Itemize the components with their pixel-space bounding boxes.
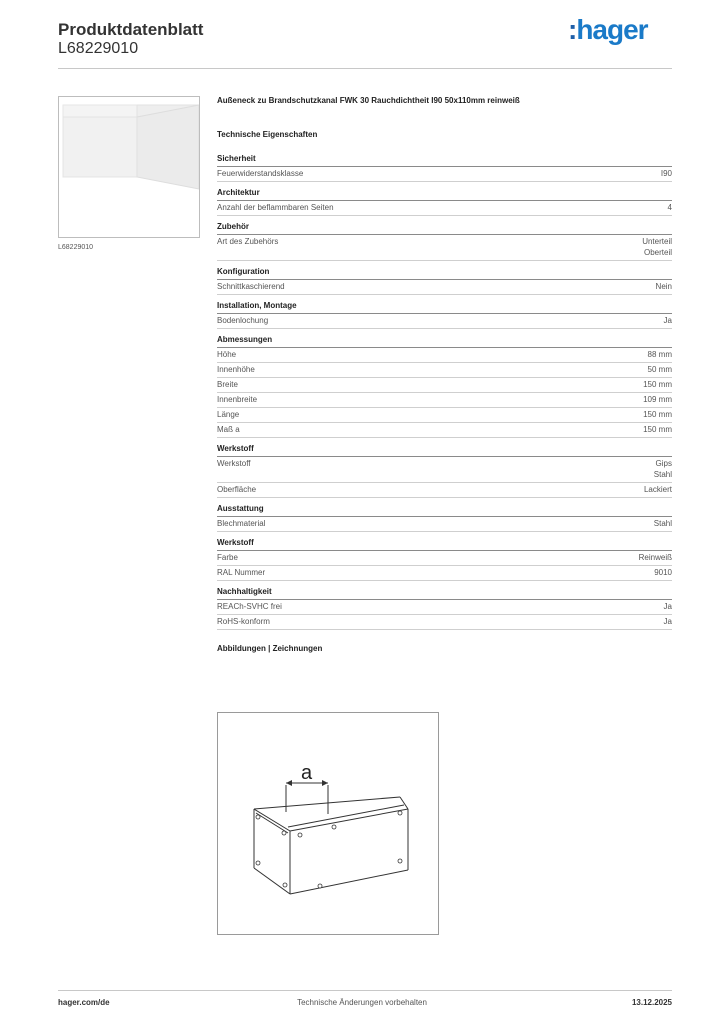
property-values [644,484,672,495]
property-value: Nein [655,282,672,291]
section-title: Werkstoff [217,538,672,551]
property-row [217,483,672,498]
footer-website: hager.com/de [58,998,110,1007]
property-section [217,587,672,630]
property-row [217,235,672,261]
property-values [664,616,672,627]
property-value: 4 [667,203,672,212]
property-row [217,314,672,329]
property-row [217,457,672,483]
property-values [654,518,672,529]
property-value: Stahl [653,519,672,528]
property-section [217,267,672,295]
property-value: I90 [660,169,672,178]
section-title: Ausstattung [217,504,672,517]
property-row [217,517,672,532]
section-title: Zubehör [217,222,672,235]
property-row [217,615,672,630]
property-row [217,393,672,408]
property-value: 50 mm [647,365,672,374]
property-values [639,552,672,563]
hager-logo: :hager [568,14,648,45]
property-row [217,566,672,581]
section-title: Sicherheit [217,154,672,167]
technical-drawing [217,712,439,935]
property-row [217,378,672,393]
property-value: Ja [663,316,672,325]
property-values [654,458,672,480]
property-section [217,301,672,329]
property-values [642,236,672,258]
property-values [664,601,672,612]
property-row [217,551,672,566]
property-section [217,335,672,438]
property-label: Anzahl der beflammbaren Seiten [217,203,334,212]
technical-properties-heading: Technische Eigenschaften [217,130,318,139]
property-label: Bodenlochung [217,316,269,325]
property-section [217,222,672,261]
property-row [217,348,672,363]
section-title: Werkstoff [217,444,672,457]
property-value: 150 mm [643,380,672,389]
section-title: Architektur [217,188,672,201]
property-label: Schnittkaschierend [217,282,285,291]
property-row [217,167,672,182]
footer-notice: Technische Änderungen vorbehalten [297,998,427,1007]
property-value: 9010 [654,568,672,577]
property-section [217,504,672,532]
property-label: Oberfläche [217,485,257,494]
photo-caption: L68229010 [58,244,94,251]
property-section [217,188,672,216]
property-label: Werkstoff [217,459,251,468]
property-values [643,379,672,390]
property-values [648,364,672,375]
product-photo [58,96,200,238]
content-column [217,96,672,653]
property-row [217,280,672,295]
property-label: Länge [217,410,240,419]
property-value: Stahl [653,470,672,479]
property-section [217,444,672,498]
property-label: Höhe [217,350,237,359]
section-title: Konfiguration [217,267,672,280]
page-title: Produktdatenblatt [58,20,204,39]
properties-sections [217,154,672,630]
property-row [217,423,672,438]
section-title: Abmessungen [217,335,672,348]
property-values [643,394,672,405]
section-title: Nachhaltigkeit [217,587,672,600]
property-value: Lackiert [643,485,672,494]
property-label: Innenbreite [217,395,258,404]
drawings-heading: Abbildungen | Zeichnungen [217,644,323,653]
property-row [217,408,672,423]
property-row [217,600,672,615]
property-value: Ja [663,617,672,626]
property-label: Feuerwiderstandsklasse [217,169,304,178]
property-value: Oberteil [643,248,672,257]
property-row [217,363,672,378]
corner-piece-drawing [218,713,438,934]
property-values [643,409,672,420]
property-values [648,349,672,360]
property-value: 88 mm [647,350,672,359]
property-label: Maß a [217,425,240,434]
property-values [656,281,672,292]
property-values [668,202,672,213]
property-values [661,168,672,179]
property-label: RoHS-konform [217,617,270,626]
property-value: Unterteil [642,237,672,246]
property-values [664,315,672,326]
property-value: Gips [655,459,672,468]
product-code: L68229010 [58,40,139,57]
property-value: 150 mm [643,410,672,419]
property-value: 109 mm [643,395,672,404]
section-title: Installation, Montage [217,301,672,314]
property-values [643,424,672,435]
property-values [654,567,672,578]
property-value: 150 mm [643,425,672,434]
property-label: Farbe [217,553,238,562]
header-divider [58,68,672,69]
property-label: Breite [217,380,238,389]
property-value: Reinweiß [638,553,672,562]
property-section [217,154,672,182]
property-label: RAL Nummer [217,568,266,577]
footer-date: 13.12.2025 [631,998,672,1007]
footer-divider [58,990,672,991]
dimension-label-a: a [301,762,313,784]
property-label: REACh-SVHC frei [217,602,282,611]
product-heading: Außeneck zu Brandschutzkanal FWK 30 Rauchdichtheit I90 50x110mm reinweiß [217,96,520,105]
product-photo-image [59,97,199,237]
property-label: Innenhöhe [217,365,255,374]
property-label: Art des Zubehörs [217,237,279,246]
property-label: Blechmaterial [217,519,266,528]
property-value: Ja [663,602,672,611]
property-section [217,538,672,581]
property-row [217,201,672,216]
